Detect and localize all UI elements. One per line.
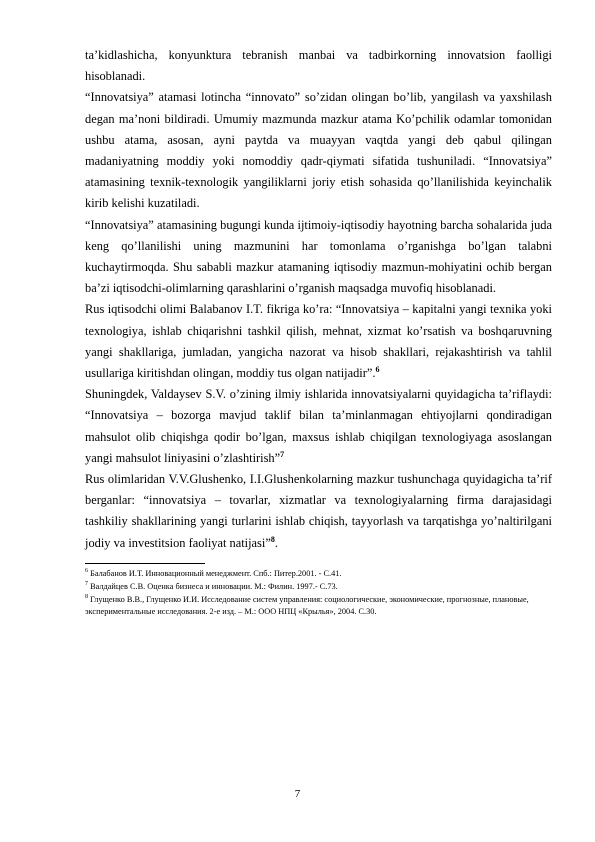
paragraph-1-text: ta’kidlashicha, konyunktura tebranish manbai va tadbirkorning innovatsion faolligi hisoblanadi.: [85, 48, 552, 84]
footnote-6-text: Балабанов И.Т. Инновационный менеджмент. Спб.: Питер.2001. - С.41.: [90, 568, 342, 578]
paragraph-3: [85, 215, 552, 300]
footnote-ref-6[interactable]: 6: [375, 364, 380, 374]
paragraph-6-text: Rus olimlaridan V.V.Glushenko, I.I.Glushenkolarning mazkur tushunchaga quyidagicha ta’rif berganlar: “innovatsiya – tovarlar, xizmatlar va texnologiyalarning firma darajasidagi tashkiliy shakllarining yangi turlarini ishlab chiqish, tayyorlash va tarqatishga yo’naltirilgani jodiy va investitsion faoliyat natijasi”: [85, 472, 552, 550]
paragraph-5-text: Shuningdek, Valdaysev S.V. o’zining ilmiy ishlarida innovatsiyalarni quyidagicha ta’riflaydi: “Innovatsiya – bozorga mavjud taklif bilan ta’minlanmagan ehtiyojlarni qondiradigan mahsulot olib chiqishga qodir bo’lgan, maxsus ishlab chiqilgan texnologiyaga asoslangan yangi mahsulot liniyasini o’zlashtirish”: [85, 387, 552, 465]
footnote-ref-7[interactable]: 7: [280, 449, 285, 459]
footnote-8-text: Глущенко В.В., Глущенко И.И. Исследование систем управления: социологические, экономические, прогнозные, плановые, экспериментальные исследования. 2-е изд. – М.: ООО НПЦ «Крылья», 2004. С.30.: [85, 595, 529, 616]
paragraph-1: [85, 45, 552, 87]
footnote-7-num: 7: [85, 581, 88, 588]
footnote-6: [85, 566, 552, 579]
footnote-6-num: 6: [85, 567, 88, 574]
footnote-8: [85, 592, 552, 617]
footnote-7-text: Валдайцев С.В. Оценка бизнеса и инновации. М.: Филин. 1997.- С.73.: [90, 581, 338, 591]
footnote-divider: [85, 563, 205, 564]
document-page: [85, 45, 552, 617]
paragraph-4-text: Rus iqtisodchi olimi Balabanov I.T. fikriga ko’ra: “Innovatsiya – kapitalni yangi texnika yoki texnologiya, ishlab chiqarishni tashkil qilish, mehnat, xizmat ko’rsatish va boshqaruvning yangi shakllariga, jumladan, yangicha nazorat va hisob shakllari, rejakashtirish va tahlil usullariga kiritishdan olingan, moddiy tus olgan natijadir”.: [85, 302, 552, 381]
page-number: 7: [294, 788, 301, 800]
paragraph-3-text: “Innovatsiya” atamasining bugungi kunda ijtimoiy-iqtisodiy hayotning barcha sohalarida juda keng qo’llanilishi uning mazmunini har tomonlama o’rganishga bo’lgan talabni kuchaytirmoqda. Shu sababli mazkur atamaning iqtisodiy mazmun-mohiyatini ochib bergan ba’zi iqtisodchi-olimlarning qarashlarini o’rganish maqsadga muvofiq hisoblanadi.: [85, 217, 552, 296]
paragraph-5: [85, 384, 552, 469]
footnote-8-num: 8: [85, 594, 88, 601]
paragraph-4: [85, 299, 552, 384]
paragraph-2: [85, 87, 552, 214]
footnote-7: [85, 579, 552, 592]
paragraph-6: Rus olimlaridan V.V.Glushenko, I.I.Glushenkolarning mazkur tushunchaga quyidagicha ta’rif berganlar: “innovatsiya – tovarlar, xizmatlar va texnologiyalarning firma darajasidagi tashkiliy shakllarining yangi turlarini ishlab chiqish, tayyorlash va tarqatishga yo’naltirilgani jodiy va investitsion faoliyat natijasi”$^8$.: [85, 472, 552, 550]
footnote-ref-8[interactable]: 8: [270, 534, 275, 544]
paragraph-2-text: “Innovatsiya” atamasi lotincha “innovato” so’zidan olingan bo’lib, yangilash va yaxshilash degan ma’noni bildiradi. Umumiy mazmunda mazkur atama Ko’pchilik odamlar tomonidan ushbu atama, asosan, ayni paytda va muayyan vaqtda yangi deb qabul qilingan madaniyatning moddiy yoki nomoddiy qadr-qiymati sifatida tushuniladi. “Innovatsiya” atamasining texnik-texnologik yangiliklarni joriy etish sohasida qo’llanilishida keyinchalik kirib kelishi kuzatiladi.: [85, 90, 552, 211]
